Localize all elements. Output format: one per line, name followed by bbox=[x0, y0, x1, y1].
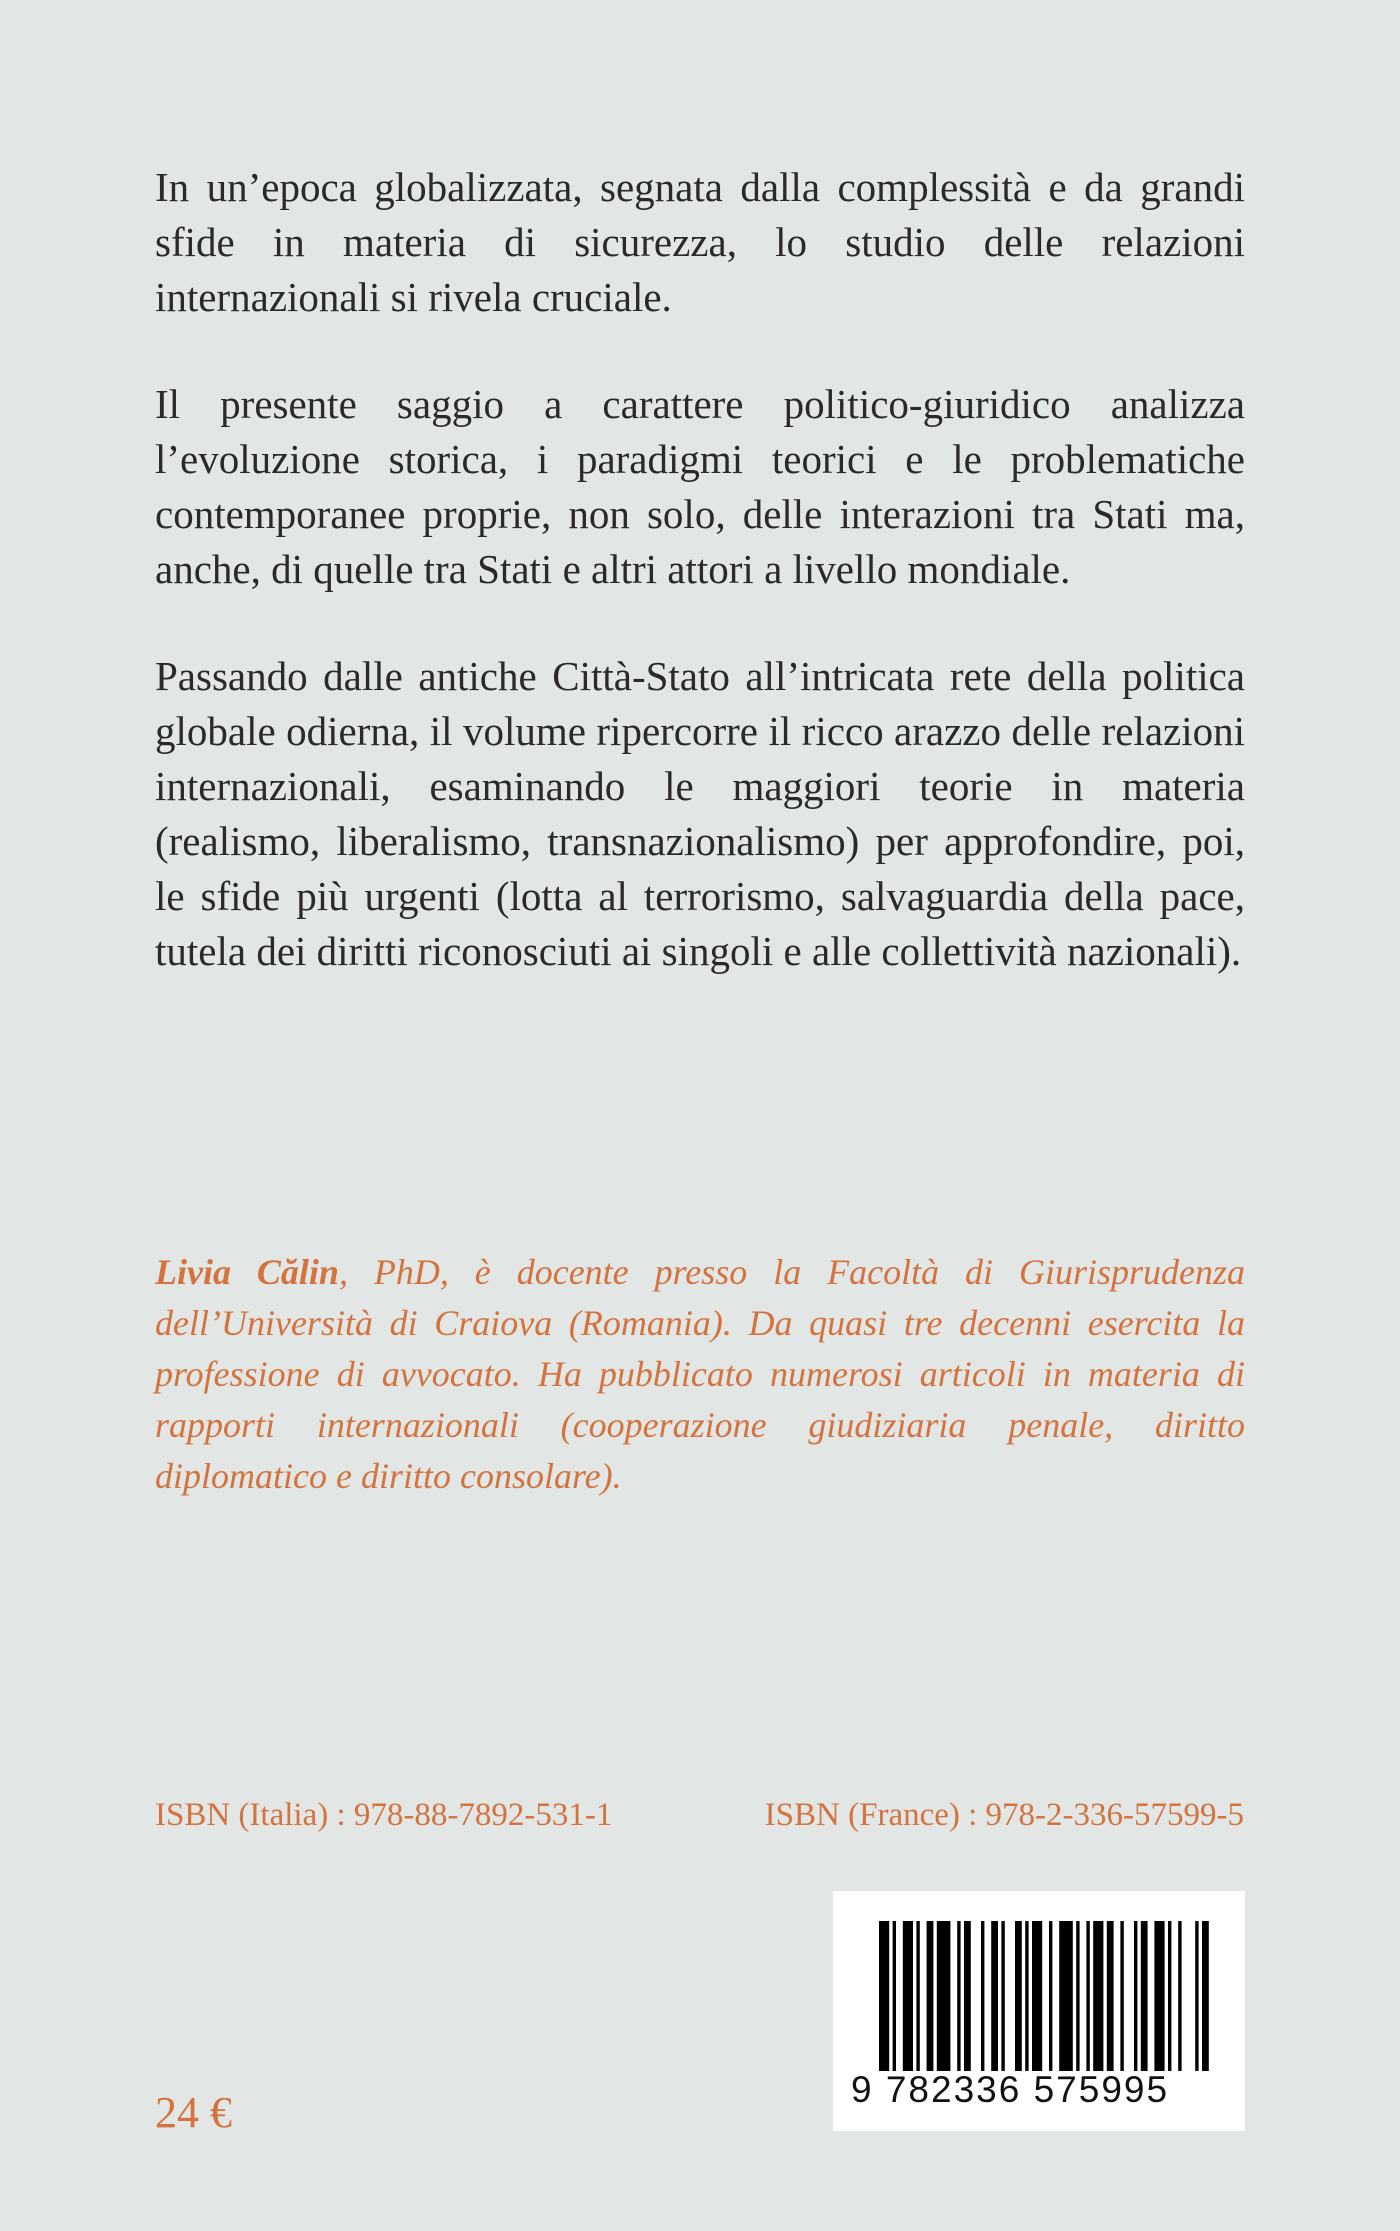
barcode-bar bbox=[1134, 1921, 1137, 2071]
barcode-bar bbox=[1015, 1921, 1022, 2071]
barcode-bar bbox=[1076, 1921, 1079, 2071]
barcode-bar bbox=[893, 1921, 896, 2071]
barcode-bar bbox=[879, 1921, 889, 2071]
description-paragraph-1: In un’epoca globalizzata, segnata dalla complessità e da grandi sfide in materia di sicurezza, lo studio delle relazioni internazionali si rivela cruciale. bbox=[155, 164, 1245, 320]
barcode-bar bbox=[1202, 1921, 1209, 2071]
barcode-bar bbox=[1168, 1921, 1171, 2071]
barcode-bar bbox=[1059, 1921, 1073, 2071]
barcode-bar bbox=[916, 1921, 919, 2071]
barcode-bar bbox=[1025, 1921, 1028, 2071]
author-bio bbox=[155, 1247, 1245, 1502]
barcode-bar bbox=[1178, 1921, 1181, 2071]
barcode-number: 9 782336 575995 bbox=[851, 2069, 1170, 2110]
barcode-bar bbox=[1154, 1921, 1164, 2071]
barcode-bar bbox=[903, 1921, 913, 2071]
isbn-france: ISBN (France) : 978-2-336-57599-5 bbox=[764, 1797, 1244, 1833]
barcode-bars bbox=[879, 1921, 1209, 2071]
barcode-bar bbox=[1120, 1921, 1123, 2071]
barcode bbox=[833, 1891, 1245, 2131]
barcode-bar bbox=[957, 1921, 960, 2071]
book-description bbox=[155, 160, 1245, 1031]
barcode-bar bbox=[1195, 1921, 1198, 2071]
barcode-bar bbox=[1107, 1921, 1114, 2071]
description-paragraph-3: Passando dalle antiche Città-Stato all’intricata rete della politica globale odierna, il volume ripercorre il ricco arazzo delle relazioni internazionali, esaminando le maggiori teorie in materia (realismo, liberalismo, transnazionalismo) per approfondire, poi, le sfide più urgenti (lotta al terrorismo, salvaguardia della pace, tutela dei diritti riconosciuti ai singoli e alle collettività nazionali). bbox=[155, 653, 1245, 974]
barcode-bar bbox=[1032, 1921, 1042, 2071]
barcode-bar bbox=[927, 1921, 934, 2071]
description-paragraph-2: Il presente saggio a carattere politico-giuridico analizza l’evoluzione storica, i paradigmi teorici e le problematiche contemporanee proprie, non solo, delle interazioni tra Stati ma, anche, di quelle tra Stati e altri attori a livello mondiale. bbox=[155, 381, 1245, 592]
author-bio-text: , PhD, è docente presso la Facoltà di Giurisprudenza dell’Università di Craiova (Romania). Da quasi tre decenni esercita la professione di avvocato. Ha pubblicato numerosi articoli in materia di rapporti internazionali (cooperazione giudiziaria penale, diritto diplomatico e diritto consolare). bbox=[155, 1252, 1245, 1496]
isbn-italia: ISBN (Italia) : 978-88-7892-531-1 bbox=[155, 1797, 613, 1833]
barcode-bar bbox=[964, 1921, 971, 2071]
barcode-bar bbox=[1049, 1921, 1052, 2071]
barcode-bar bbox=[1001, 1921, 1004, 2071]
barcode-bar bbox=[981, 1921, 984, 2071]
barcode-bar bbox=[1093, 1921, 1103, 2071]
price: 24 € bbox=[155, 2088, 232, 2137]
author-name: Livia Călin bbox=[155, 1252, 339, 1292]
barcode-bar bbox=[937, 1921, 951, 2071]
barcode-bar bbox=[991, 1921, 998, 2071]
barcode-bar bbox=[1086, 1921, 1089, 2071]
barcode-bar bbox=[1141, 1921, 1148, 2071]
